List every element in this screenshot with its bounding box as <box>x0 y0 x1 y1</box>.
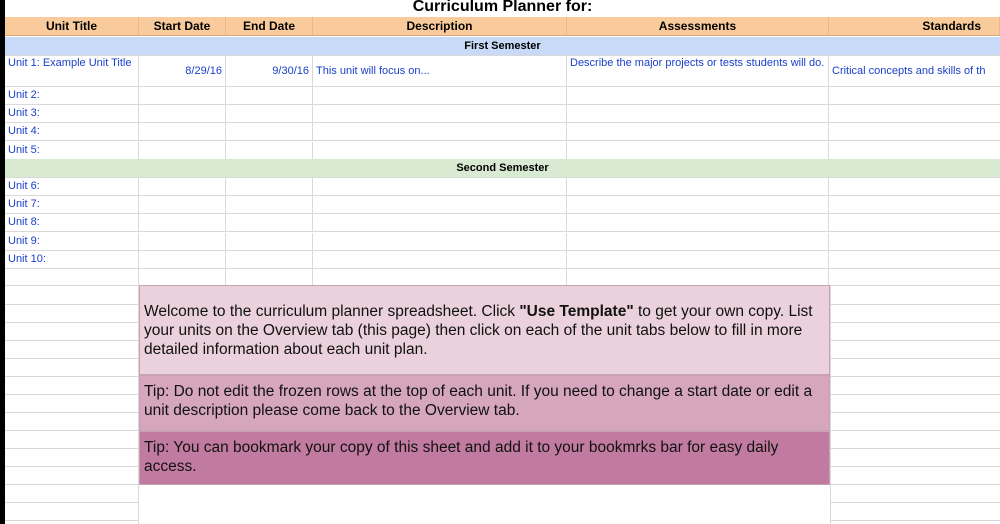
unit-title-cell[interactable]: Unit 10: <box>5 251 139 268</box>
empty-cell[interactable] <box>567 268 829 285</box>
table-row[interactable] <box>5 251 1000 269</box>
empty-cell[interactable] <box>567 233 829 250</box>
empty-cell[interactable] <box>226 142 313 159</box>
empty-cell[interactable] <box>139 87 226 104</box>
grid-line <box>830 448 1000 449</box>
grid-line <box>830 484 1000 485</box>
grid-line <box>5 484 139 485</box>
end-date-cell[interactable]: 9/30/16 <box>226 56 313 86</box>
grid-line <box>830 466 1000 467</box>
first-semester-row[interactable] <box>5 37 1000 56</box>
standards-cell[interactable]: Critical concepts and skills of th <box>832 65 986 77</box>
unit-title-cell[interactable]: Unit 7: <box>5 196 139 213</box>
unit-title-cell[interactable]: Unit 8: <box>5 214 139 231</box>
empty-cell[interactable] <box>139 214 226 231</box>
empty-cell[interactable] <box>139 123 226 140</box>
grid-line <box>830 394 1000 395</box>
grid-line <box>830 520 1000 521</box>
grid-line <box>830 412 1000 413</box>
table-row[interactable] <box>5 142 1000 160</box>
empty-cell[interactable] <box>567 178 829 195</box>
grid-line <box>5 430 139 431</box>
empty-cell[interactable] <box>139 233 226 250</box>
empty-cell[interactable] <box>567 87 829 104</box>
empty-cell[interactable] <box>139 142 226 159</box>
empty-cell[interactable] <box>313 123 567 140</box>
empty-cell[interactable] <box>139 268 226 285</box>
table-row[interactable] <box>5 214 1000 232</box>
grid-line <box>830 430 1000 431</box>
grid-line <box>5 340 139 341</box>
unit-title-cell[interactable]: Unit 4: <box>5 123 139 140</box>
start-date-cell[interactable]: 8/29/16 <box>139 56 226 86</box>
grid-line <box>830 502 1000 503</box>
empty-cell[interactable] <box>313 268 567 285</box>
empty-cell[interactable] <box>226 123 313 140</box>
spreadsheet-grid[interactable] <box>5 0 1000 524</box>
table-row[interactable] <box>5 196 1000 214</box>
first-semester-label: First Semester <box>464 40 541 52</box>
empty-cell[interactable] <box>226 87 313 104</box>
unit-title-cell[interactable]: Unit 2: <box>5 87 139 104</box>
empty-cell[interactable] <box>313 214 567 231</box>
empty-cell[interactable] <box>567 123 829 140</box>
unit-title-cell[interactable]: Unit 6: <box>5 178 139 195</box>
empty-cell[interactable] <box>829 233 1000 250</box>
table-row[interactable] <box>5 105 1000 123</box>
grid-line <box>5 520 139 521</box>
empty-cell[interactable] <box>226 214 313 231</box>
empty-cell[interactable] <box>829 196 1000 213</box>
table-row[interactable] <box>5 123 1000 141</box>
empty-cell[interactable] <box>313 105 567 122</box>
empty-cell[interactable] <box>567 251 829 268</box>
header-start-date[interactable]: Start Date <box>139 17 226 35</box>
grid-line <box>5 394 139 395</box>
empty-cell[interactable] <box>567 142 829 159</box>
empty-cell[interactable] <box>313 178 567 195</box>
header-assessments[interactable]: Assessments <box>567 17 829 35</box>
header-standards[interactable]: Standards <box>829 17 1000 35</box>
empty-cell[interactable] <box>139 178 226 195</box>
column-divider <box>830 285 831 524</box>
empty-cell[interactable] <box>567 196 829 213</box>
table-row[interactable] <box>5 56 1000 87</box>
description-cell[interactable]: This unit will focus on... <box>313 56 567 86</box>
empty-cell[interactable] <box>313 251 567 268</box>
empty-cell[interactable] <box>226 196 313 213</box>
empty-cell[interactable] <box>226 268 313 285</box>
empty-cell[interactable] <box>829 251 1000 268</box>
tip-frozen-rows: Tip: Do not edit the frozen rows at the top of each unit. If you need to change a start date or edit a unit description please come back to the Overview tab. <box>139 375 830 431</box>
empty-cell[interactable] <box>829 87 1000 104</box>
grid-line <box>830 322 1000 323</box>
empty-cell[interactable] <box>226 105 313 122</box>
unit-title-cell[interactable]: Unit 1: Example Unit Title <box>5 56 139 86</box>
sheet-title: Curriculum Planner for: <box>5 0 1000 17</box>
table-row[interactable] <box>5 233 1000 251</box>
welcome-text-post: to get your own copy. List your units on the Overview tab (this page) then click on each of the unit tabs below to fill in more detailed information about each unit plan. <box>144 303 813 358</box>
empty-cell[interactable] <box>226 233 313 250</box>
empty-cell[interactable] <box>829 142 1000 159</box>
header-description[interactable]: Description <box>313 17 567 35</box>
table-row[interactable] <box>5 87 1000 105</box>
empty-cell[interactable] <box>829 123 1000 140</box>
empty-cell[interactable] <box>829 178 1000 195</box>
empty-cell[interactable] <box>226 251 313 268</box>
header-end-date[interactable]: End Date <box>226 17 313 35</box>
grid-line <box>830 376 1000 377</box>
empty-cell[interactable] <box>313 87 567 104</box>
grid-line <box>5 358 139 359</box>
empty-cell[interactable] <box>226 178 313 195</box>
empty-cell[interactable] <box>829 268 1000 285</box>
header-unit-title[interactable]: Unit Title <box>5 17 139 35</box>
grid-line <box>5 502 139 503</box>
empty-cell[interactable] <box>313 196 567 213</box>
grid-line <box>5 412 139 413</box>
grid-line <box>830 340 1000 341</box>
second-semester-label: Second Semester <box>456 162 549 174</box>
grid-line <box>830 358 1000 359</box>
use-template-emphasis: "Use Template" <box>519 303 634 320</box>
second-semester-row[interactable] <box>5 159 1000 178</box>
empty-cell[interactable] <box>567 214 829 231</box>
table-row[interactable] <box>5 268 1000 286</box>
empty-cell[interactable] <box>829 105 1000 122</box>
empty-cell[interactable] <box>313 142 567 159</box>
column-header-row <box>5 17 1000 36</box>
empty-cell[interactable] <box>139 105 226 122</box>
empty-cell[interactable] <box>139 196 226 213</box>
welcome-note <box>139 285 830 375</box>
unit-title-cell[interactable]: Unit 9: <box>5 233 139 250</box>
grid-line <box>5 376 139 377</box>
empty-cell[interactable] <box>567 105 829 122</box>
grid-line <box>5 304 139 305</box>
grid-line <box>5 322 139 323</box>
grid-line <box>5 466 139 467</box>
tip-bookmark: Tip: You can bookmark your copy of this sheet and add it to your bookmrks bar for easy daily access. <box>139 431 830 485</box>
unit-title-cell[interactable]: Unit 3: <box>5 105 139 122</box>
empty-cell[interactable] <box>313 233 567 250</box>
grid-line <box>5 448 139 449</box>
welcome-text-pre: Welcome to the curriculum planner spreadsheet. Click <box>144 303 520 320</box>
empty-cell[interactable] <box>139 251 226 268</box>
assessments-cell[interactable]: Describe the major projects or tests students will do. <box>567 56 829 86</box>
empty-cell[interactable] <box>829 214 1000 231</box>
grid-line <box>830 304 1000 305</box>
unit-title-cell[interactable]: Unit 5: <box>5 142 139 159</box>
empty-cell[interactable] <box>5 268 139 285</box>
table-row[interactable] <box>5 178 1000 196</box>
